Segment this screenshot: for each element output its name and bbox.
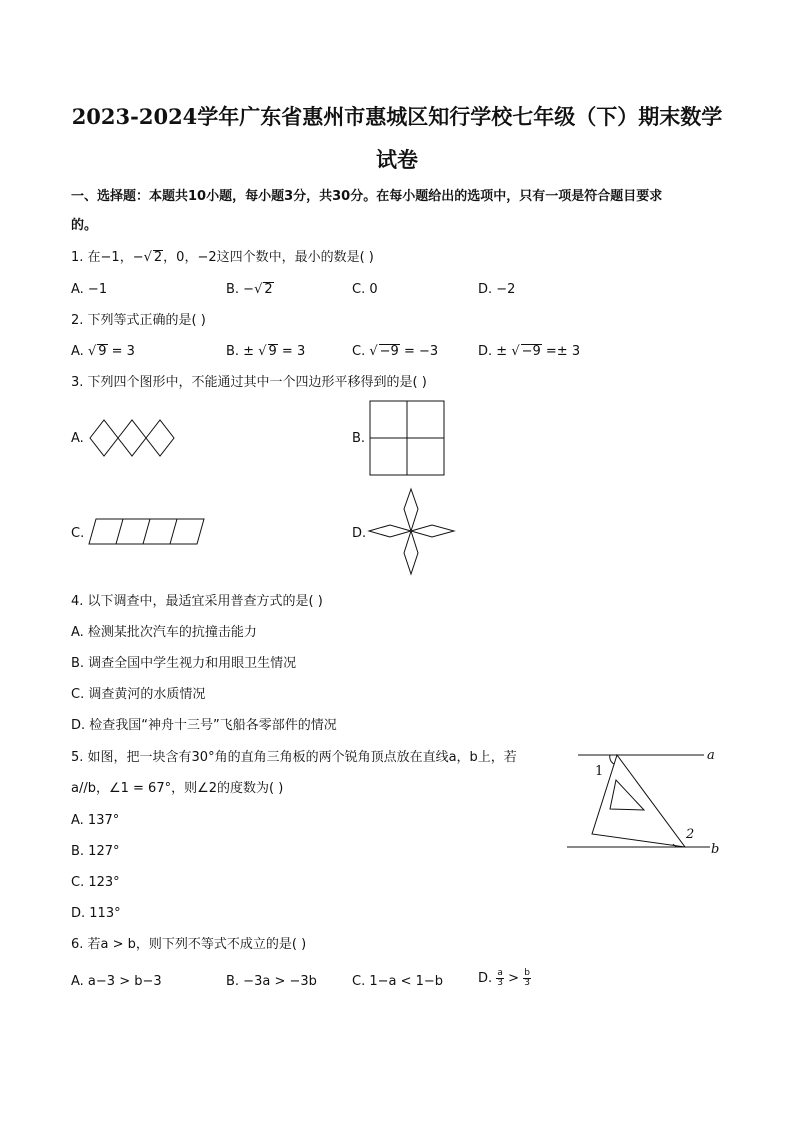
q2-option-c xyxy=(352,344,438,360)
q6-stem: 6. 若a > b，则下列不等式不成立的是( ) xyxy=(71,937,307,952)
q6-option-d xyxy=(478,969,531,988)
q5-option-c: C. 123° xyxy=(71,875,120,890)
q1-stem xyxy=(71,250,374,266)
q6-option-b: B. −3a > −3b xyxy=(226,974,317,989)
q2-option-d-suffix: =± 3 xyxy=(541,344,581,359)
q5-option-d: D. 113° xyxy=(71,906,121,921)
q5-stem-line1: 5. 如图，把一块含有30°角的直角三角板的两个锐角顶点放在直线a，b上，若 xyxy=(71,750,517,765)
q2-option-d-radicand: −9 xyxy=(521,344,541,359)
fraction-a-over-3 xyxy=(496,969,504,988)
q1-option-b-prefix: B. − xyxy=(226,282,255,297)
page-title-line2: 试卷 xyxy=(376,147,418,172)
q5-figure-triangle-ruler xyxy=(560,740,730,860)
fraction-numerator: a xyxy=(497,968,503,978)
sqrt-symbol: √ xyxy=(369,344,378,359)
q3-option-b-label: B. xyxy=(352,431,366,446)
q3-option-c-label: C. xyxy=(71,526,85,541)
q3-figure-a-rhombuses xyxy=(88,417,184,459)
q1-option-a: A. −1 xyxy=(71,282,108,297)
q4-option-b: B. 调查全国中学生视力和用眼卫生情况 xyxy=(71,656,297,671)
triangle-outer xyxy=(592,755,685,847)
sqrt-symbol: √ xyxy=(258,344,267,359)
section-header-line2: 的。 xyxy=(71,218,98,233)
fraction-denominator: 3 xyxy=(497,978,504,988)
sqrt-symbol: √ xyxy=(254,282,263,297)
q3-option-a-label: A. xyxy=(71,431,84,446)
q3-option-d-label: D. xyxy=(352,526,367,541)
q4-option-a: A. 检测某批次汽车的抗撞击能力 xyxy=(71,625,257,640)
q6-option-a: A. a−3 > b−3 xyxy=(71,974,162,989)
fraction-numerator: b xyxy=(524,968,530,978)
q2-option-d-prefix: D. ± xyxy=(478,344,512,359)
page-title-line1: 2023-2024学年广东省惠州市惠城区知行学校七年级（下）期末数学 xyxy=(71,104,723,129)
q1-stem-part1: 1. 在−1，− xyxy=(71,250,144,265)
greater-than-sign: > xyxy=(504,971,524,986)
q2-option-c-radicand: −9 xyxy=(379,344,399,359)
q6-option-d-prefix: D. xyxy=(478,971,497,986)
q2-option-d xyxy=(478,344,580,360)
fraction-denominator: 3 xyxy=(524,978,530,988)
q3-figure-d-petals xyxy=(368,487,456,577)
q4-option-d: D. 检查我国“神舟十三号”飞船各零部件的情况 xyxy=(71,718,337,733)
sqrt-symbol: √ xyxy=(87,344,97,359)
q2-option-b-radicand: 9 xyxy=(268,344,277,359)
q1-option-b-radicand: 2 xyxy=(264,282,273,297)
q2-option-a xyxy=(71,344,135,360)
section-header-line1: 一、选择题：本题共10小题，每小题3分，共30分。在每小题给出的选项中，只有一项是符合题目要求 xyxy=(71,189,663,204)
line-a-label: a xyxy=(707,748,715,763)
line-b-label: b xyxy=(711,842,720,857)
q2-option-b xyxy=(226,344,305,360)
q4-option-c: C. 调查黄河的水质情况 xyxy=(71,687,206,702)
q3-stem: 3. 下列四个图形中，不能通过其中一个四边形平移得到的是( ) xyxy=(71,375,427,390)
sqrt-symbol: √ xyxy=(143,250,152,265)
q1-option-c: C. 0 xyxy=(352,282,378,297)
angle-2-label: 2 xyxy=(686,827,695,842)
q2-option-c-prefix: C. xyxy=(352,344,370,359)
q2-option-b-prefix: B. ± xyxy=(226,344,259,359)
q6-option-c: C. 1−a < 1−b xyxy=(352,974,444,989)
q5-stem-line2: a//b，∠1 = 67°，则∠2的度数为( ) xyxy=(71,781,284,796)
q1-option-d: D. −2 xyxy=(478,282,516,297)
q4-stem: 4. 以下调查中，最适宜采用普查方式的是( ) xyxy=(71,594,323,609)
fraction-b-over-3 xyxy=(523,969,531,988)
q2-stem: 2. 下列等式正确的是( ) xyxy=(71,313,206,328)
q2-option-a-suffix: = 3 xyxy=(107,344,135,359)
q5-option-a: A. 137° xyxy=(71,813,120,828)
q1-stem-radicand: 2 xyxy=(153,250,163,265)
angle-1-label: 1 xyxy=(595,764,604,779)
sqrt-symbol: √ xyxy=(511,344,520,359)
q1-option-b xyxy=(226,282,274,298)
q2-option-b-suffix: = 3 xyxy=(277,344,306,359)
q2-option-a-prefix: A. xyxy=(71,344,88,359)
q5-option-b: B. 127° xyxy=(71,844,120,859)
q3-figure-c-parallelograms xyxy=(88,517,206,547)
q2-option-a-radicand: 9 xyxy=(98,344,107,359)
q1-stem-part2: ，0，−2这四个数中，最小的数是( ) xyxy=(163,250,374,265)
angle-1-arc xyxy=(610,755,614,764)
q2-option-c-suffix: = −3 xyxy=(399,344,439,359)
q3-figure-b-squares xyxy=(369,400,447,478)
